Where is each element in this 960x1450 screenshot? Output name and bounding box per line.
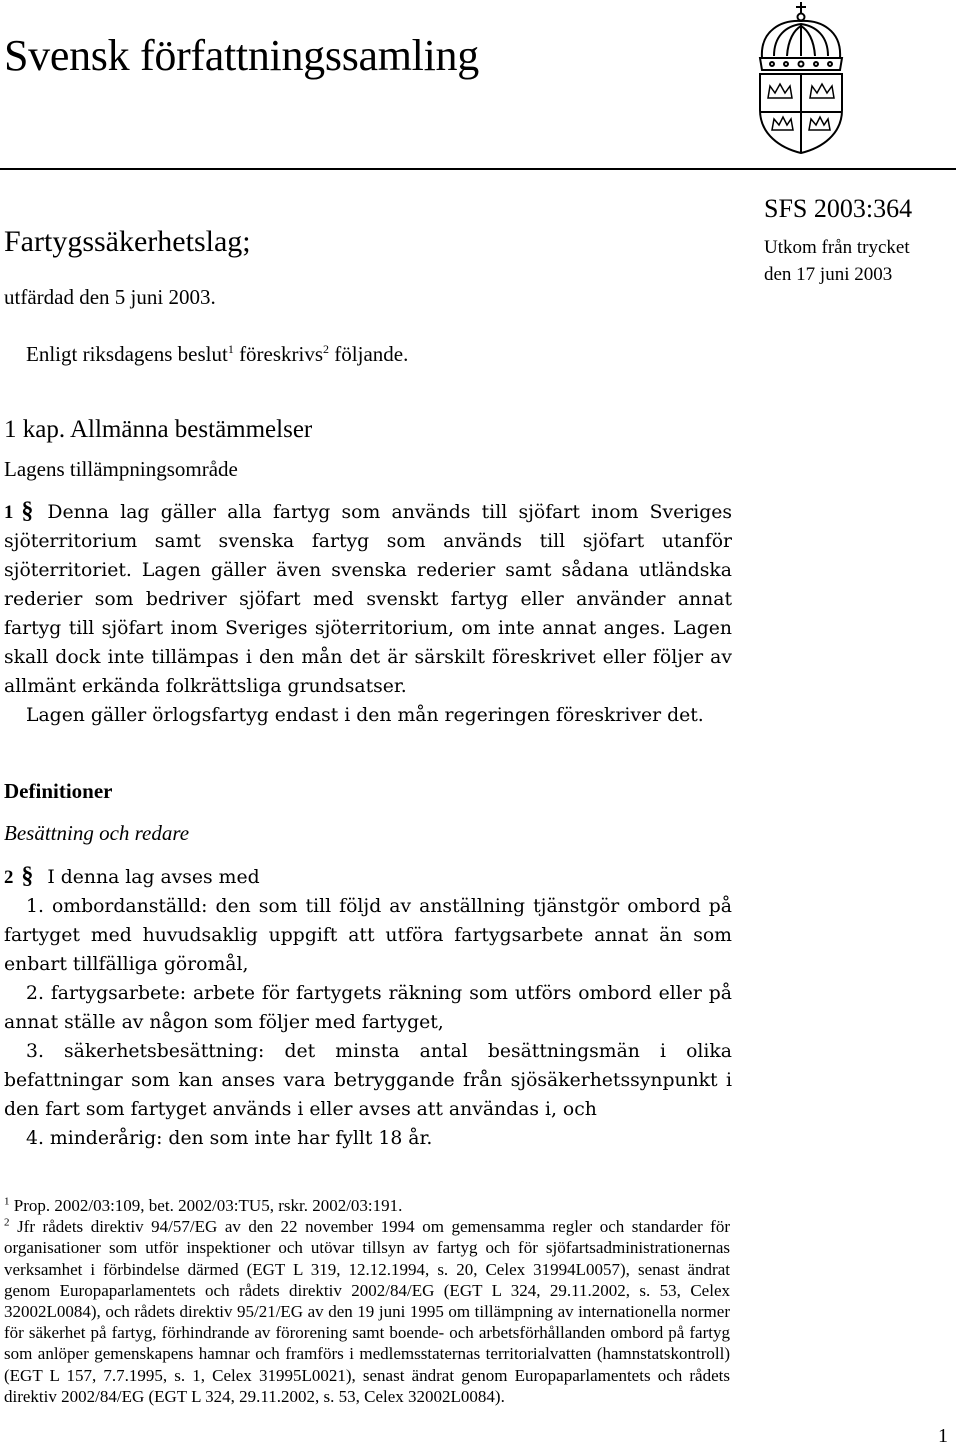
footnote-mark: 1 bbox=[4, 1195, 10, 1208]
publication-line-2: den 17 juni 2003 bbox=[764, 264, 893, 285]
definitions-heading: Definitioner bbox=[4, 779, 113, 803]
footnotes bbox=[4, 1195, 730, 1407]
footnote-1 bbox=[4, 1195, 730, 1216]
definitions-subheading: Besättning och redare bbox=[4, 821, 190, 845]
preamble bbox=[26, 340, 408, 368]
section-2-number: 2 bbox=[4, 867, 14, 888]
preamble-text-1: Enligt riksdagens beslut bbox=[26, 342, 228, 366]
act-issue-date: utfärdad den 5 juni 2003. bbox=[4, 285, 216, 309]
section-2-intro bbox=[4, 862, 732, 892]
page-number: 1 bbox=[938, 1425, 948, 1447]
masthead-title: Svensk författningssamling bbox=[4, 31, 479, 80]
sfs-number: SFS 2003:364 bbox=[764, 194, 913, 223]
coat-of-arms-icon bbox=[752, 0, 850, 155]
preamble-text-2: föreskrivs bbox=[233, 342, 324, 366]
publication-info bbox=[764, 234, 954, 288]
section-1-paragraph-2: Lagen gäller örlogsfartyg endast i den mån regeringen föreskriver det. bbox=[26, 705, 704, 726]
act-title: Fartygssäkerhetslag; bbox=[4, 225, 251, 258]
section-1-text: Denna lag gäller alla fartyg som används till sjöfart inom Sveriges sjöterritorium samt svenska fartyg som används till sjöfart utanför sjöterritoriet. Lagen gäller även svenska rederier samt sådana utländska rederier som bedriver sjöfart med svenskt fartyg eller använder annat fartyg till sjöfart inom Sveriges sjöterritorium, om inte annat anges. Lagen skall dock inte tillämpas i den mån det är särskilt föreskrivet eller följer av allmänt erkända folkrättsliga grundsatser. bbox=[4, 502, 732, 697]
section-1 bbox=[4, 497, 732, 730]
chapter-title: 1 kap. Allmänna bestämmelser bbox=[4, 416, 313, 443]
section-symbol: § bbox=[21, 498, 34, 524]
publication-line-1: Utkom från trycket bbox=[764, 237, 910, 258]
section-2 bbox=[4, 862, 732, 1153]
section-symbol: § bbox=[21, 863, 34, 889]
definition-item: 2. fartygsarbete: arbete för fartygets räkning som utförs ombord eller på annat ställe av någon som följer med fartyget, bbox=[4, 983, 732, 1033]
chapter-subheading: Lagens tillämpningsområde bbox=[4, 457, 238, 481]
header-divider bbox=[0, 168, 956, 170]
footnote-ref-2[interactable]: 2 bbox=[323, 342, 330, 356]
definition-item: 3. säkerhetsbesättning: det minsta antal besättningsmän i olika befattningar som kan anses vara betryggande från sjösäkerhetssynpunkt i den fart som fartyget används i eller avses att användas i, och bbox=[4, 1041, 732, 1120]
definition-item: 1. ombordanställd: den som till följd av anställning tjänstgör ombord på fartyget med huvudsaklig uppgift att utföra fartygsarbete annat än som enbart tillfälliga göromål, bbox=[4, 896, 732, 975]
section-1-paragraph-1 bbox=[4, 497, 732, 701]
footnote-ref-1[interactable]: 1 bbox=[227, 342, 234, 356]
definition-item: 4. minderårig: den som inte har fyllt 18 år. bbox=[26, 1128, 433, 1149]
footnote-2 bbox=[4, 1216, 730, 1407]
footnote-text: Jfr rådets direktiv 94/57/EG av den 22 november 1994 om gemensamma regler och standarder för organisationer som utför inspektioner och utövar tillsyn av fartyg och för sjöfartsadministrationernas verksamhet i förbindelse därmed (EGT L 319, 12.12.1994, s. 20, Celex 31994L0057), senast ändrat genom Europaparlamentets och rådets direktiv 2002/84/EG (EGT L 324, 29.11.2002, s. 53, Celex 32002L0084), och rådets direktiv 95/21/EG av den 19 juni 1995 om tillämpning av internationella normer för säkerhet på fartyg, förhindrande av förorening samt boende- och arbetsförhållanden ombord på fartyg som anlöper gemenskapens hamnar och framförs i medlemsstaternas territorialvatten (hamnstatskontroll) (EGT L 157, 7.7.1995, s. 1, Celex 31995L0021), senast ändrat genom Europaparlamentets och rådets direktiv 2002/84/EG (EGT L 324, 29.11.2002, s. 53, Celex 32002L0084). bbox=[4, 1217, 730, 1406]
footnote-text: Prop. 2002/03:109, bet. 2002/03:TU5, rskr. 2002/03:191. bbox=[13, 1196, 403, 1215]
section-2-intro-text: I denna lag avses med bbox=[47, 867, 260, 888]
section-1-number: 1 bbox=[4, 502, 14, 523]
footnote-mark: 2 bbox=[4, 1216, 10, 1229]
preamble-text-3: följande. bbox=[329, 342, 409, 366]
